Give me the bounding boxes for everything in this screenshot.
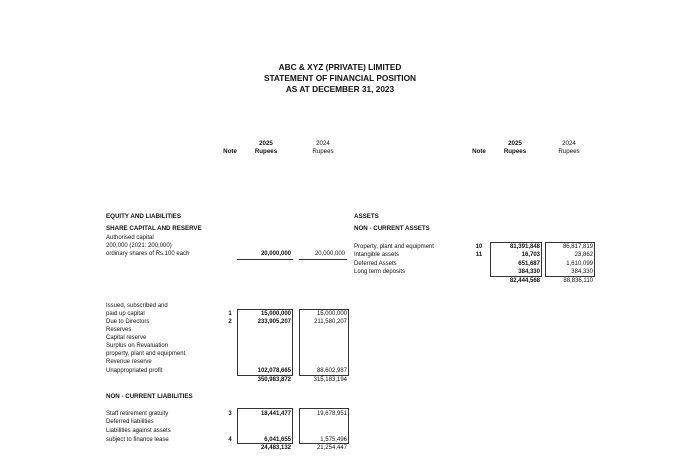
authorised-current: 20,000,000 bbox=[260, 251, 291, 257]
asset-row-label: Deferred Assets bbox=[354, 261, 397, 267]
issued-line-1: Issued, subscribed and bbox=[106, 303, 168, 309]
reserves-line-4: property, plant and equipment bbox=[106, 351, 186, 357]
nca-total-prior: 88,836,110 bbox=[563, 278, 593, 284]
equity-liabilities-title: EQUITY AND LIABILITIES bbox=[106, 213, 181, 220]
paid-up-prior: 15,000,000 bbox=[316, 311, 347, 317]
paid-up-current: 15,000,000 bbox=[260, 311, 291, 317]
asset-row-label: Long term deposits bbox=[354, 269, 406, 275]
reserves-line-1: Reserves bbox=[106, 327, 132, 333]
nca-title: NON - CURRENT ASSETS bbox=[354, 225, 430, 232]
lease-line-2: subject to finance lease bbox=[106, 437, 169, 443]
unappropriated-prior: 88,602,987 bbox=[316, 368, 347, 374]
asset-row-note: 11 bbox=[475, 252, 483, 258]
unit-prior-left: Rupees bbox=[312, 148, 334, 155]
equity-total-current: 350,983,872 bbox=[257, 377, 291, 383]
company-name: ABC & XYZ (PRIVATE) LIMITED bbox=[278, 62, 402, 72]
due-directors-note: 2 bbox=[228, 319, 232, 325]
ncl-title: NON - CURRENT LIABILITIES bbox=[106, 393, 193, 400]
issued-line-2: paid up capital bbox=[106, 311, 145, 317]
lease-line-1: Liabilities against assets bbox=[106, 428, 171, 434]
asset-row-current: 16,703 bbox=[521, 252, 540, 258]
share-capital-title: SHARE CAPITAL AND RESERVE bbox=[106, 225, 202, 232]
due-directors-label: Due to Directors bbox=[106, 319, 150, 325]
unappropriated-current: 102,078,665 bbox=[257, 368, 291, 374]
staff-gratuity-prior: 19,678,951 bbox=[316, 411, 347, 417]
statement-date: AS AT DECEMBER 31, 2023 bbox=[285, 84, 395, 94]
asset-row-label: Intangible assets bbox=[354, 252, 400, 258]
paid-up-note: 1 bbox=[228, 311, 232, 317]
nca-total-current: 82,444,568 bbox=[509, 278, 540, 284]
authorised-line-3: ordinary shares of Rs.100 each bbox=[106, 251, 190, 257]
year-current-left: 2025 bbox=[259, 140, 273, 147]
equity-total-prior: 315,183,194 bbox=[313, 377, 347, 383]
authorised-line-2: 200,000 (2021: 200,000) bbox=[106, 243, 172, 249]
authorised-line-1: Authorised capital bbox=[106, 235, 154, 241]
deferred-liabilities-label: Deferred liabilities bbox=[106, 419, 154, 425]
asset-row-note: 10 bbox=[475, 244, 483, 250]
reserves-line-3: Surplus on Revaluation bbox=[106, 343, 169, 349]
lease-current: 6,041,655 bbox=[264, 437, 291, 443]
year-current-right: 2025 bbox=[508, 140, 522, 147]
lease-note: 4 bbox=[228, 437, 232, 443]
year-prior-left: 2024 bbox=[316, 140, 330, 147]
asset-row-current: 384,330 bbox=[518, 269, 540, 275]
unit-prior-right: Rupees bbox=[558, 148, 580, 155]
assets-title: ASSETS bbox=[354, 213, 379, 220]
asset-row-prior: 86,817,819 bbox=[562, 244, 593, 250]
authorised-prior: 20,000,000 bbox=[314, 251, 345, 257]
lease-prior: 1,575,496 bbox=[320, 437, 347, 443]
note-header-right: Note bbox=[472, 148, 486, 155]
reserves-line-5: Revenue reserve bbox=[106, 359, 152, 365]
unit-current-left: Rupees bbox=[254, 148, 278, 155]
unappropriated-label: Unappropriated profit bbox=[106, 368, 163, 374]
ncl-total-current: 24,483,132 bbox=[260, 445, 291, 451]
asset-row-label: Property, plant and equipment bbox=[354, 244, 434, 250]
due-directors-current: 233,905,207 bbox=[257, 319, 291, 325]
due-directors-prior: 211,580,207 bbox=[314, 319, 347, 325]
asset-row-prior: 23,862 bbox=[574, 252, 593, 258]
asset-row-current: 81,391,848 bbox=[509, 244, 540, 250]
staff-gratuity-note: 3 bbox=[228, 411, 232, 417]
asset-row-prior: 1,610,099 bbox=[566, 261, 593, 267]
unit-current-right: Rupees bbox=[503, 148, 527, 155]
staff-gratuity-current: 18,441,477 bbox=[260, 411, 291, 417]
authorised-underline-current bbox=[237, 259, 293, 260]
staff-gratuity-label: Staff retirement gratuity bbox=[106, 411, 169, 417]
asset-row-prior: 384,330 bbox=[571, 269, 593, 275]
authorised-underline-prior bbox=[299, 259, 347, 260]
note-header-left: Note bbox=[223, 148, 237, 155]
ncl-total-prior: 21,254,447 bbox=[316, 445, 347, 451]
statement-title: STATEMENT OF FINANCIAL POSITION bbox=[263, 73, 417, 83]
reserves-line-2: Capital reserve bbox=[106, 335, 147, 341]
year-prior-right: 2024 bbox=[562, 140, 576, 147]
asset-row-current: 651,687 bbox=[518, 261, 540, 267]
